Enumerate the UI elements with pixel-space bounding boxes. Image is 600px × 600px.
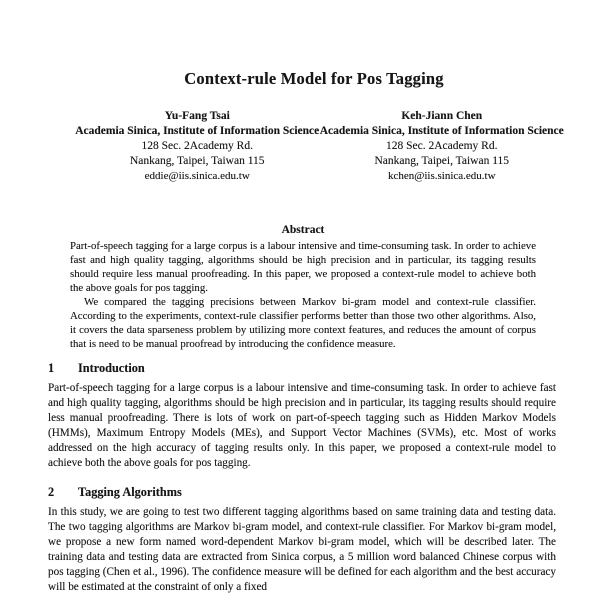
section-introduction [48, 361, 556, 471]
section-number: 2 [48, 485, 55, 499]
abstract-heading: Abstract [281, 224, 325, 236]
section-title: Tagging Algorithms [78, 485, 182, 499]
abstract-paragraph: Part-of-speech tagging for a large corpus is a labour intensive and time-consuming task. In order to achieve fast and high quality tagging, algorithms should be high precision and in particular, its tagging results should require less manual proofreading. In this paper, we proposed a context-rule model to achieve both the above goals for pos tagging. [70, 240, 536, 294]
section-title: Introduction [78, 361, 145, 375]
author-address: 128 Sec. 2Academy Rd. [386, 140, 498, 152]
author-blocks [75, 109, 564, 184]
author-name: Keh-Jiann Chen [401, 110, 483, 122]
author-name: Yu-Fang Tsai [164, 110, 230, 122]
author-city: Nankang, Taipei, Taiwan 115 [129, 155, 265, 167]
author-affiliation: Academia Sinica, Institute of Information Science [75, 125, 320, 137]
abstract-section [70, 224, 536, 351]
section-heading [48, 485, 556, 500]
author-email: kchen@iis.sinica.edu.tw [387, 170, 496, 182]
section-heading [48, 361, 556, 376]
author-block-left [75, 109, 320, 184]
author-block-right [320, 109, 565, 184]
paper-title: Context-rule Model for Pos Tagging [184, 69, 444, 88]
author-city: Nankang, Taipei, Taiwan 115 [374, 155, 510, 167]
body-paragraph: In this study, we are going to test two different tagging algorithms based on same training data and testing data. The two tagging algorithms are Markov bi-gram model, and context-rule classifier. For Markov bi-gram model, we propose a new form named word-dependent Markov bi-gram model, which will be described later. The training data and testing data are extracted from Sinica corpus, a 5 million word balanced Chinese corpus with pos tagging (Chen et al., 1996). The confidence measure will be defined for each algorithm and the best accuracy will be estimated at the constraint of only a fixed [48, 506, 556, 593]
section-number: 1 [48, 361, 55, 375]
section-tagging-algorithms [48, 485, 556, 595]
author-address: 128 Sec. 2Academy Rd. [141, 140, 253, 152]
abstract-paragraph: We compared the tagging precisions between Markov bi-gram model and context-rule classifier. According to the experiments, context-rule classifier performs better than those two other algorithms. Also, it covers the data sparseness problem by utilizing more context features, and reduces the amount of corpus that is need to be manual proofread by introducing the confidence measure. [70, 296, 536, 350]
author-affiliation: Academia Sinica, Institute of Information Science [319, 125, 564, 137]
body-paragraph: Part-of-speech tagging for a large corpus is a labour intensive and time-consuming task. In order to achieve fast and high quality tagging, algorithms should be high precision and in particular, its tagging results should require less manual proofreading. There is lots of work on part-of-speech tagging such as Hidden Markov Models (HMMs), Maximum Entropy Models (MEs), and Support Vector Machines (SVMs), etc. Most of works addressed on the high accuracy of tagging results only. In this paper, we proposed a context-rule model to achieve both the above goals for pos tagging. [48, 382, 556, 469]
author-email: eddie@iis.sinica.edu.tw [144, 170, 250, 182]
